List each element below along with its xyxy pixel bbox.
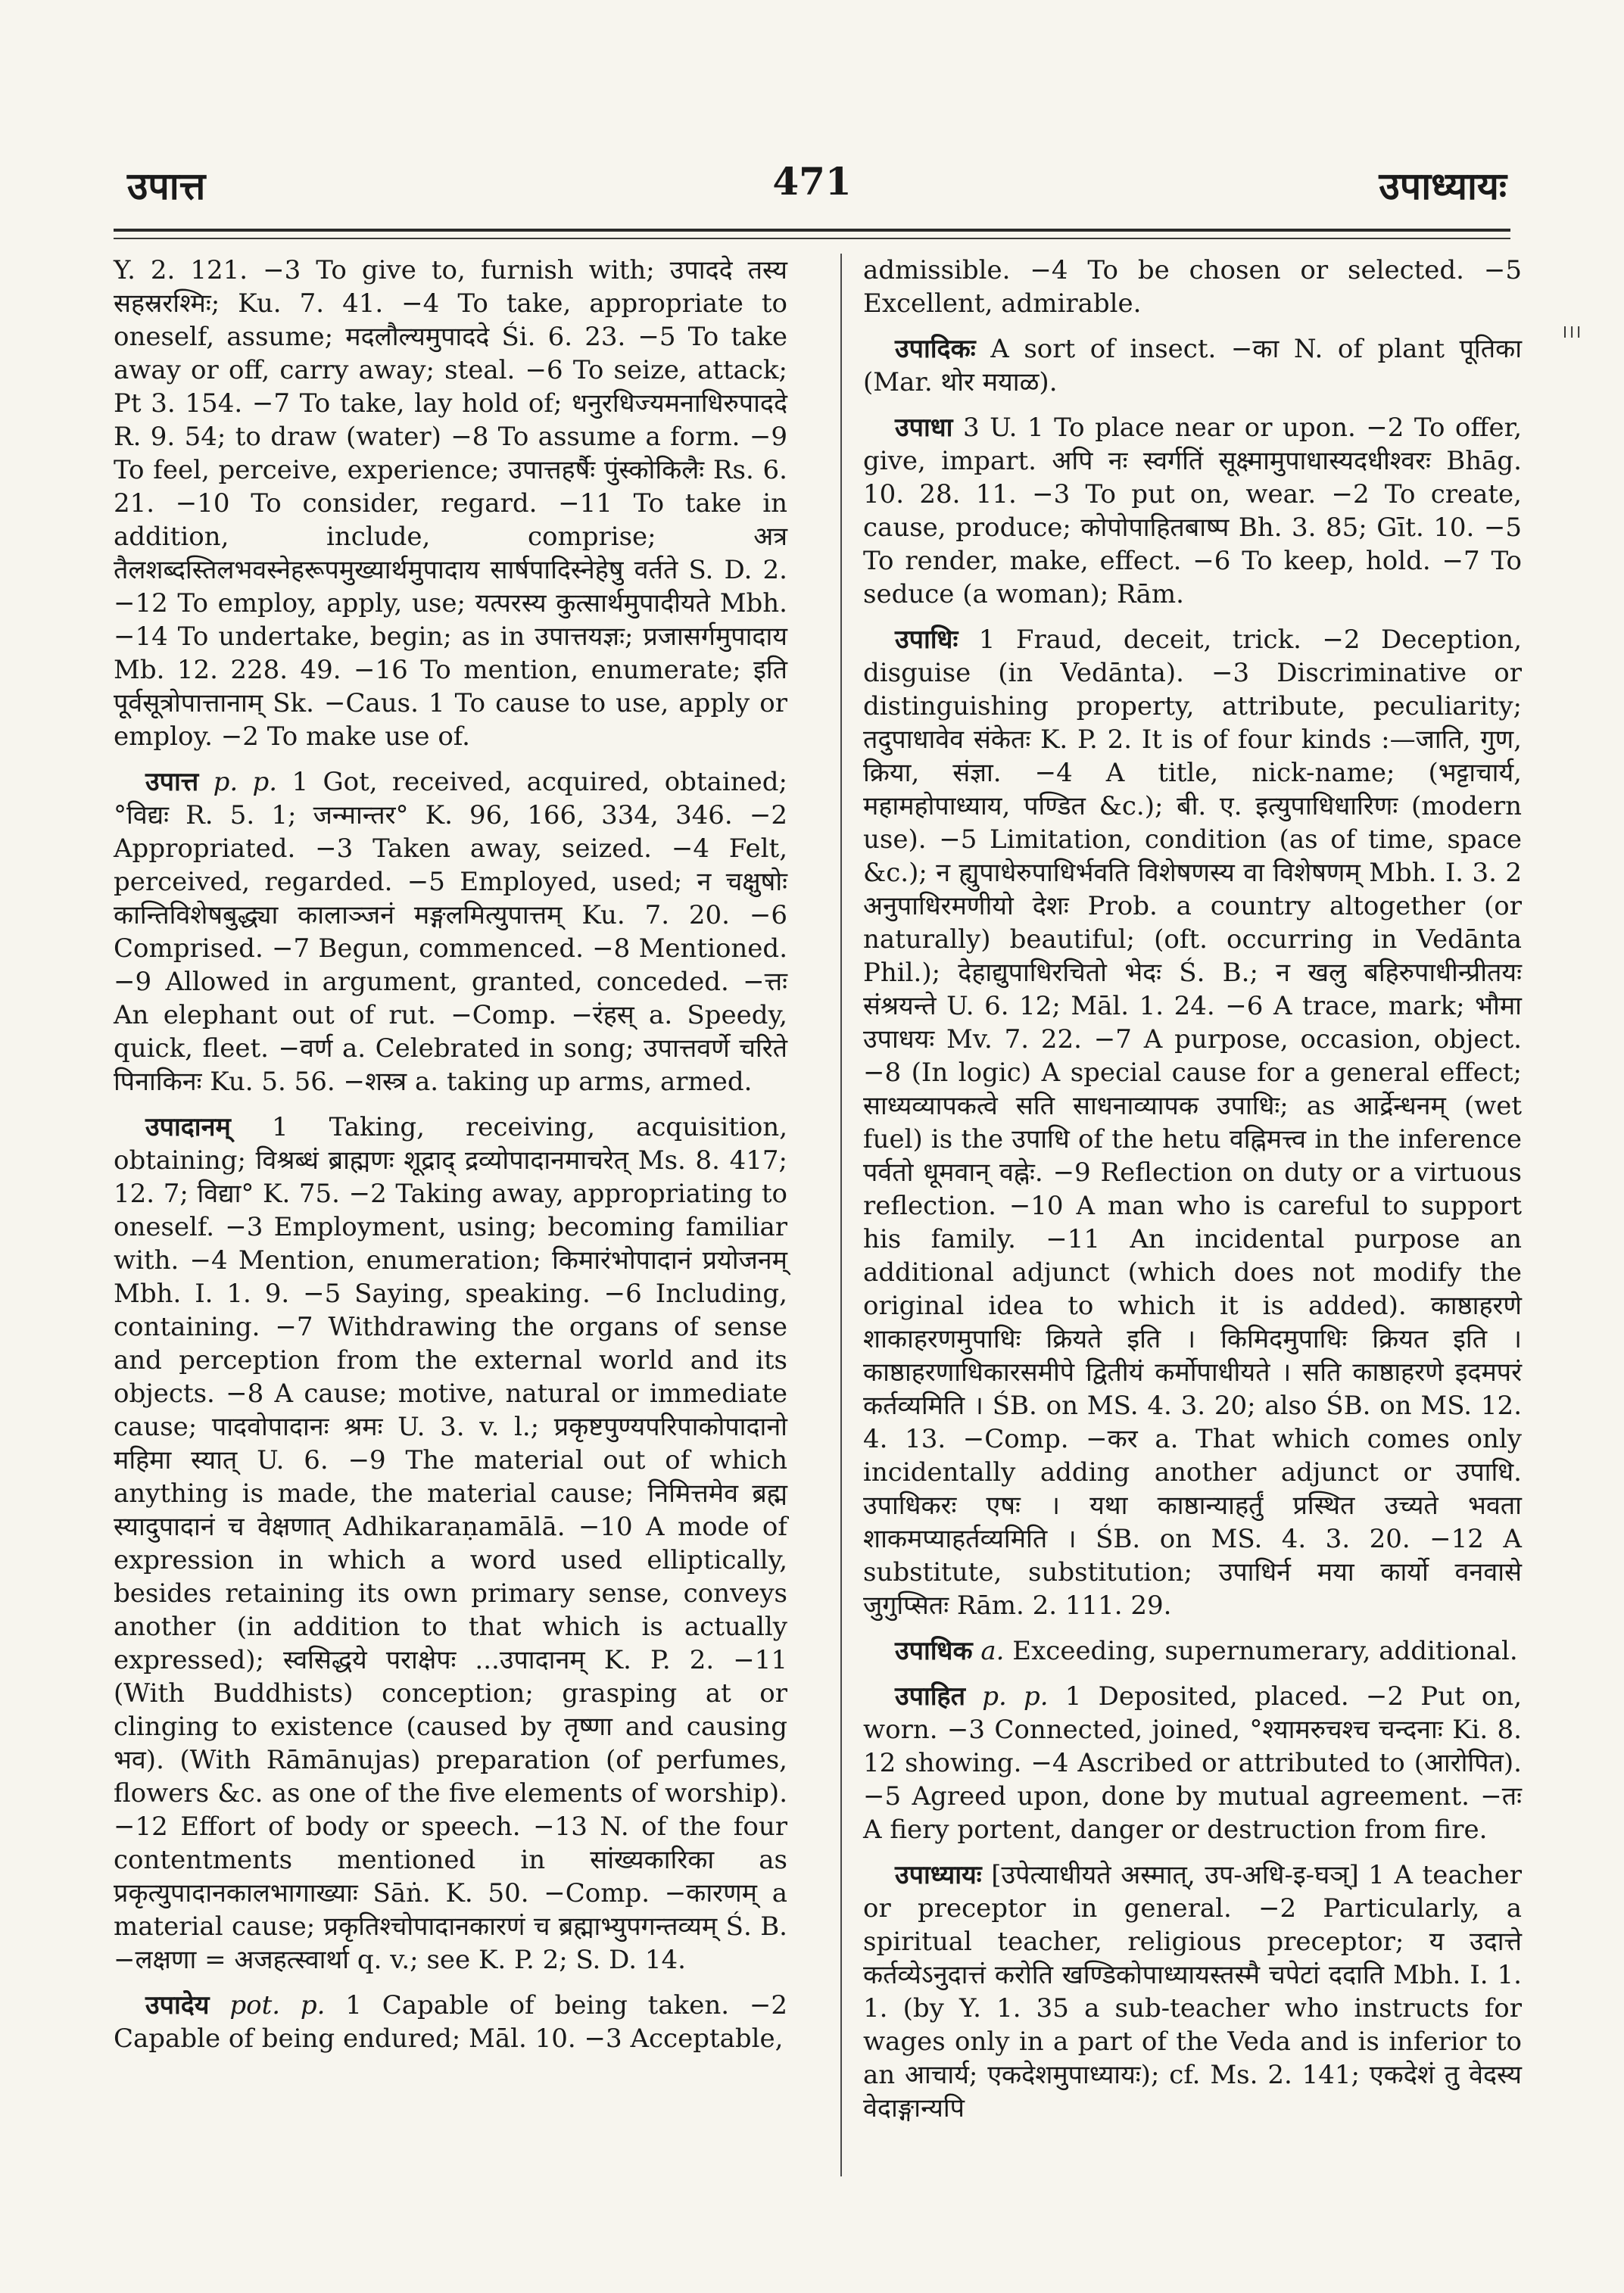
header-rule-thick	[114, 229, 1510, 232]
definition: 1 Deposited, placed. −2 Put on, worn. −3 Connected, joined, °श्यामरुचश्च चन्दनाः Ki. 8. 12 showing. −4 Ascribed or attributed to (आरोपित). −5 Agreed upon, done by mutual agreement. −तः A fiery portent, danger or destruction from fire.	[863, 1681, 1523, 1845]
column-divider	[840, 254, 842, 2176]
definition: 1 A teacher or preceptor in general. −2 Particularly, a spiritual teacher, religious preceptor; य उदात्ते कर्तव्येऽनुदात्तं करोति खण्डिकोपाध्यायस्तस्मै चपेटां ददाति Mbh. I. 1. 1. (by Y. 1. 35 a sub-teacher who instructs for wages only in a part of the Veda and is inferior to an आचार्य; एकदेशमुपाध्यायः); cf. Ms. 2. 141; एकदेशं तु वेदस्य वेदाङ्गान्यपि	[863, 1860, 1523, 2123]
header-left-word: उपात्त	[127, 164, 206, 208]
grammar-label: p. p.	[213, 767, 278, 797]
headword: उपाहित	[895, 1681, 965, 1712]
grammar-label: p. p.	[982, 1681, 1049, 1712]
entry-upadhyaya	[863, 1858, 1522, 2125]
headword: उपाधिः	[895, 625, 959, 655]
left-column	[114, 254, 787, 2067]
grammar-label: pot. p.	[229, 1990, 326, 2020]
right-column	[863, 254, 1522, 2137]
definition: A sort of insect. −का N. of plant पूतिका (Mar. थोर मयाळ).	[863, 334, 1523, 397]
entry-upadhi	[863, 623, 1522, 1622]
headword: उपाधिक	[895, 1636, 973, 1666]
headword: उपाध्यायः	[895, 1860, 982, 1890]
continued-entry: Y. 2. 121. −3 To give to, furnish with; उपाददे तस्य सहस्ररश्मिः; Ku. 7. 41. −4 To take, appropriate to oneself, assume; मदलौल्यमुपाददे Śi. 6. 23. −5 To take away or off, carry away; steal. −6 To seize, attack; Pt 3. 154. −7 To take, lay hold of; धनुरधिज्यमनाधिरुपाददे R. 9. 54; to draw (water) −8 To assume a form. −9 To feel, perceive, experience; उपात्तहर्षैः पुंस्कोकिलैः Rs. 6. 21. −10 To consider, regard. −11 To take in addition, include, comprise; अत्र तैलशब्दस्तिलभवस्नेहरूपमुख्यार्थमुपादाय सार्षपादिस्नेहेषु वर्तते S. D. 2. −12 To employ, apply, use; यत्परस्य कुत्सार्थमुपादीयते Mbh. −14 To undertake, begin; as in उपात्तयज्ञः; प्रजासर्गमुपादाय Mb. 12. 228. 49. −16 To mention, enumerate; इति पूर्वसूत्रोपात्तानाम् Sk. −Caus. 1 To cause to use, apply or employ. −2 To make use of.	[114, 255, 787, 752]
entry-upatta	[114, 765, 787, 1098]
entry-upahita	[863, 1680, 1522, 1846]
headword: उपादानम्	[145, 1112, 231, 1142]
etymology: [उपेत्याधीयते अस्मात्, उप-अधि-इ-घञ्]	[991, 1860, 1359, 1890]
headword: उपादेय	[145, 1990, 210, 2020]
definition: 1 Got, received, acquired, obtained; °विद्यः R. 5. 1; जन्मान्तर° K. 96, 166, 334, 346. −2 Appropriated. −3 Taken away, seized. −4 Felt, perceived, regarded. −5 Employed, used; न चक्षुषोः कान्तिविशेषबुद्ध्या कालाञ्जनं मङ्गलमित्युपात्तम् Ku. 7. 20. −6 Comprised. −7 Begun, commenced. −8 Mentioned. −9 Allowed in argument, granted, conceded. −त्तः An elephant out of rut. −Comp. −रंहस् a. Speedy, quick, fleet. −वर्ण a. Celebrated in song; उपात्तवर्णे चरिते पिनाकिनः Ku. 5. 56. −शस्त्र a. taking up arms, armed.	[114, 767, 787, 1097]
margin-mark: ।।।	[1560, 321, 1582, 342]
entry-upadha	[863, 411, 1522, 611]
entry-upadhika	[863, 1634, 1522, 1668]
header-right-word: उपाध्यायः	[1379, 164, 1507, 208]
entry-upadeya	[114, 1989, 787, 2055]
headword: उपात्त	[145, 767, 199, 797]
definition: 1 Capable of being taken. −2 Capable of being endured; Māl. 10. −3 Acceptable,	[114, 1990, 787, 2054]
definition: 1 Taking, receiving, acquisition, obtaining; विश्रब्धं ब्राह्मणः शूद्राद् द्रव्योपादानमाचरेत् Ms. 8. 417; 12. 7; विद्या° K. 75. −2 Taking away, appropriating to oneself. −3 Employment, using; becoming familiar with. −4 Mention, enumeration; किमारंभोपादानं प्रयोजनम् Mbh. I. 1. 9. −5 Saying, speaking. −6 Including, containing. −7 Withdrawing the organs of sense and perception from the external world and its objects. −8 A cause; motive, natural or immediate cause; पादवोपादानः श्रमः U. 3. v. l.; प्रकृष्टपुण्यपरिपाकोपादानो महिमा स्यात् U. 6. −9 The material out of which anything is made, the material cause; निमित्तमेव ब्रह्म स्यादुपादानं च वेक्षणात् Adhikaraṇamālā. −10 A mode of expression in which a word used elliptically, besides retaining its own primary sense, conveys another (in addition to that which is actually expressed); स्वसिद्धये पराक्षेपः ...उपादानम् K. P. 2. −11 (With Buddhists) conception; grasping at or clinging to existence (caused by तृष्णा and causing भव). (With Rāmānujas) preparation (of perfumes, flowers &c. as one of the five elements of worship). −12 Effort of body or speech. −13 N. of the four contentments mentioned in सांख्यकारिका as प्रकृत्युपादानकालभागाख्याः Sāṅ. K. 50. −Comp. −कारणम् a material cause; प्रकृतिश्चोपादानकारणं च ब्रह्माभ्युपगन्तव्यम् Ś. B. −लक्षणा = अजहत्स्वार्था q. v.; see K. P. 2; S. D. 14.	[114, 1112, 788, 1975]
headword: उपादिकः	[895, 334, 976, 364]
headword: उपाधा	[895, 413, 953, 443]
entry-upadika	[863, 332, 1522, 399]
definition: Exceeding, supernumerary, additional.	[1012, 1636, 1518, 1666]
definition: 1 Fraud, deceit, trick. −2 Deception, disguise (in Vedānta). −3 Discriminative or distinguishing property, attribute, peculiarity; तदुपाधावेव संकेतः K. P. 2. It is of four kinds :—जाति, गुण, क्रिया, संज्ञा. −4 A title, nick-name; (भट्टाचार्य, महामहोपाध्याय, पण्डित &c.); बी. ए. इत्युपाधिधारिणः (modern use). −5 Limitation, condition (as of time, space &c.); न ह्युपाधेरुपाधिर्भवति विशेषणस्य वा विशेषणम् Mbh. I. 3. 2 अनुपाधिरमणीयो देशः Prob. a country altogether (or naturally) beautiful; (oft. occurring in Vedānta Phil.); देहाद्युपाधिरचितो भेदः Ś. B.; न खलु बहिरुपाधीन्प्रीतयः संश्रयन्ते U. 6. 12; Māl. 1. 24. −6 A trace, mark; भौमा उपाधयः Mv. 7. 22. −7 A purpose, occasion, object. −8 (In logic) A special cause for a general effect; साध्यव्यापकत्वे सति साधनाव्यापक उपाधिः; as आर्द्रेन्धनम् (wet fuel) is the उपाधि of the hetu वह्निमत्त्व in the inference पर्वतो धूमवान् वह्नेः. −9 Reflection on duty or a virtuous reflection. −10 A man who is careful to support his family. −11 An incidental purpose an additional adjunct (which does not modify the original idea to which it is added). काष्ठाहरणे शाकाहरणमुपाधिः क्रियते इति । किमिदमुपाधिः क्रियत इति । काष्ठाहरणाधिकारसमीपे द्वितीयं कर्मोपाधीयते । सति काष्ठाहरणे इदमपरं कर्तव्यमिति । ŚB. on MS. 4. 3. 20; also ŚB. on MS. 12. 4. 13. −Comp. −कर a. That which comes only incidentally adding another adjunct or उपाधि. उपाधिकरः एषः । यथा काष्ठान्याहर्तुं प्रस्थित उच्यते भवता शाकमप्याहर्तव्यमिति । ŚB. on MS. 4. 3. 20. −12 A substitute, substitution; उपाधिर्न मया कार्यो वनवासे जुगुप्सितः Rām. 2. 111. 29.	[863, 625, 1523, 1621]
entry-upadanam	[114, 1111, 787, 1977]
page-number: 471	[772, 159, 852, 204]
grammar-label: a.	[980, 1636, 1005, 1666]
header-rule-thin	[114, 238, 1510, 239]
definition: 3 U. 1 To place near or upon. −2 To offer, give, impart. अपि नः स्वर्गतिं सूक्ष्मामुपाधास्यदधीश्वरः Bhāg. 10. 28. 11. −3 To put on, wear. −2 To create, cause, produce; कोपोपाहितबाष्प Bh. 3. 85; Gīt. 10. −5 To render, make, effect. −6 To keep, hold. −7 To seduce (a woman); Rām.	[863, 413, 1523, 609]
continued-entry: admissible. −4 To be chosen or selected. −5 Excellent, admirable.	[863, 255, 1522, 319]
